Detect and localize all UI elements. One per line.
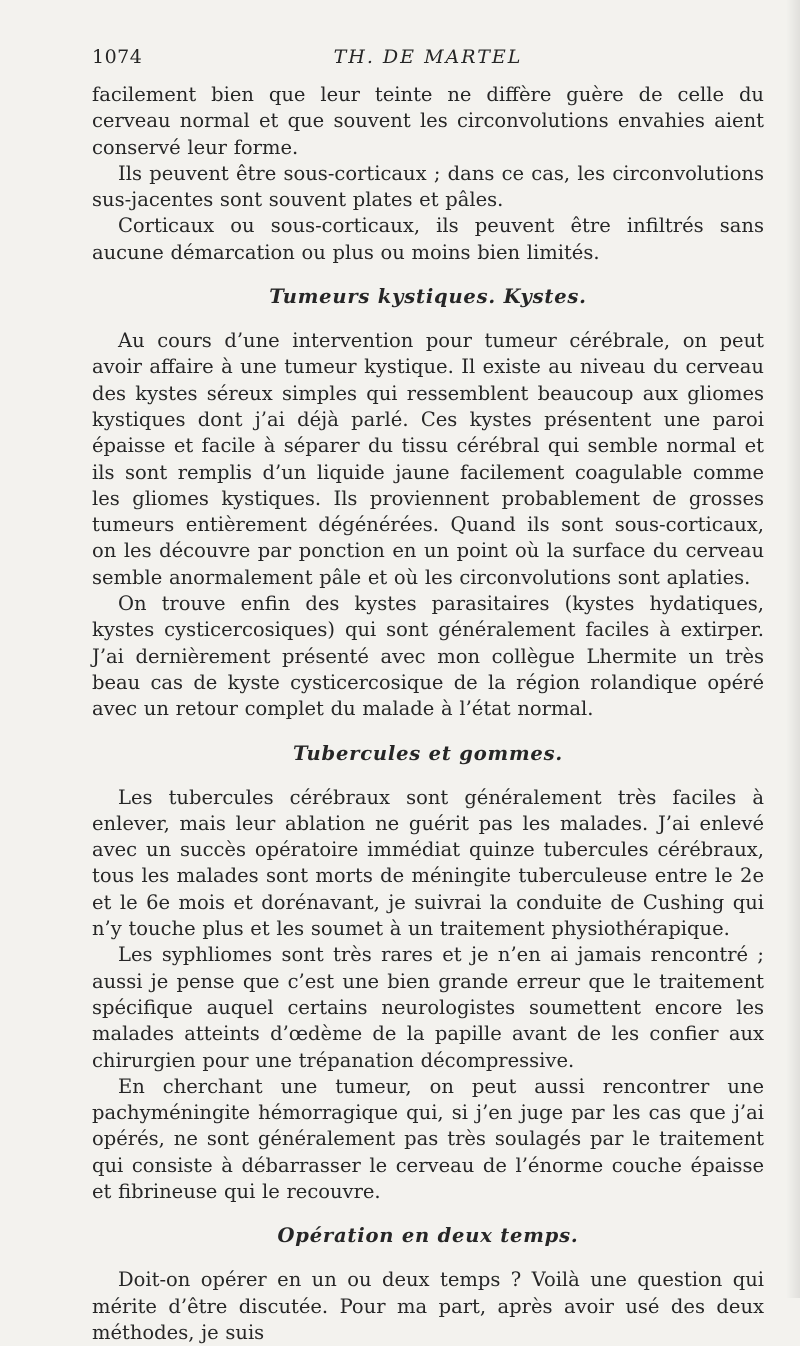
paragraph: En cherchant une tumeur, on peut aussi rencontrer une pachyméningite hémorragique qui, si j’en juge par les cas que j’ai opérés, ne sont généralement pas très soulagés par le traitement qui consiste à débarrasser le cerveau de l’énorme couche épaisse et fibrineuse qui le recouvre. [92, 1074, 764, 1203]
paragraph: Corticaux ou sous-corticaux, ils peuvent être infiltrés sans aucune démarcation ou plus ou moins bien limités. [92, 214, 764, 264]
page-header [92, 38, 764, 82]
paragraph: Ils peuvent être sous-corticaux ; dans ce cas, les circonvolutions sus-jacentes sont souvent plates et pâles. [92, 161, 764, 212]
page-number: 1074 [92, 46, 143, 68]
running-head: TH. DE MARTEL [333, 46, 523, 68]
paragraph: Les tubercules cérébraux sont généralement très faciles à enlever, mais leur ablation ne guérit pas les malades. J’ai enlevé avec un succès opératoire immédiat quinze tubercules cérébraux, tous les malades sont morts de méningite tuberculeuse entre le 2e et le 6e mois et dorénavant, je suivrai la conduite de Cushing qui n’y touche plus et les soumet à un traitement physiothérapique. [92, 785, 764, 941]
section-heading-operation-deux-temps: Opération en deux temps. [277, 1224, 579, 1248]
book-page [92, 38, 764, 1346]
section-heading-tumeurs-kystiques: Tumeurs kystiques. Kystes. [269, 285, 587, 309]
paragraph: On trouve enfin des kystes parasitaires (kystes hydatiques, kystes cysticercosiques) qui sont généralement faciles à extirper. J’ai dernièrement présenté avec mon collègue Lhermite un très beau cas de kyste cysticercosique de la région rolandique opéré avec un retour complet du malade à l’état normal. [92, 592, 764, 721]
paragraph: Doit-on opérer en un ou deux temps ? Voilà une question qui mérite d’être discutée. Pour ma part, après avoir usé des deux méthodes, je suis [92, 1268, 764, 1344]
page-edge-shadow [786, 0, 800, 1298]
paragraph: Les syphliomes sont très rares et je n’en ai jamais rencontré ; aussi je pense que c’est une bien grande erreur que le traitement spécifique auquel certains neurologistes soumettent encore les malades atteints d’œdème de la papille avant de les confier aux chirurgien pour une trépanation décompressive. [92, 943, 764, 1072]
paragraph: facilement bien que leur teinte ne diffère guère de celle du cerveau normal et que souvent les circonvolutions envahies aient conservé leur forme. [92, 83, 764, 159]
paragraph: Au cours d’une intervention pour tumeur cérébrale, on peut avoir affaire à une tumeur kystique. Il existe au niveau du cerveau des kystes séreux simples qui ressemblent beaucoup aux gliomes kystiques dont j’ai déjà parlé. Ces kystes présentent une paroi épaisse et facile à séparer du tissu cérébral qui semble normal et ils sont remplis d’un liquide jaune facilement coagulable comme les gliomes kystiques. Ils proviennent probablement de grosses tumeurs entièrement dégénérées. Quand ils sont sous-corticaux, on les découvre par ponction en un point où la surface du cerveau semble anormalement pâle et où les circonvolutions sont aplaties. [92, 329, 764, 589]
section-heading-tubercules-gommes: Tubercules et gommes. [293, 741, 563, 765]
